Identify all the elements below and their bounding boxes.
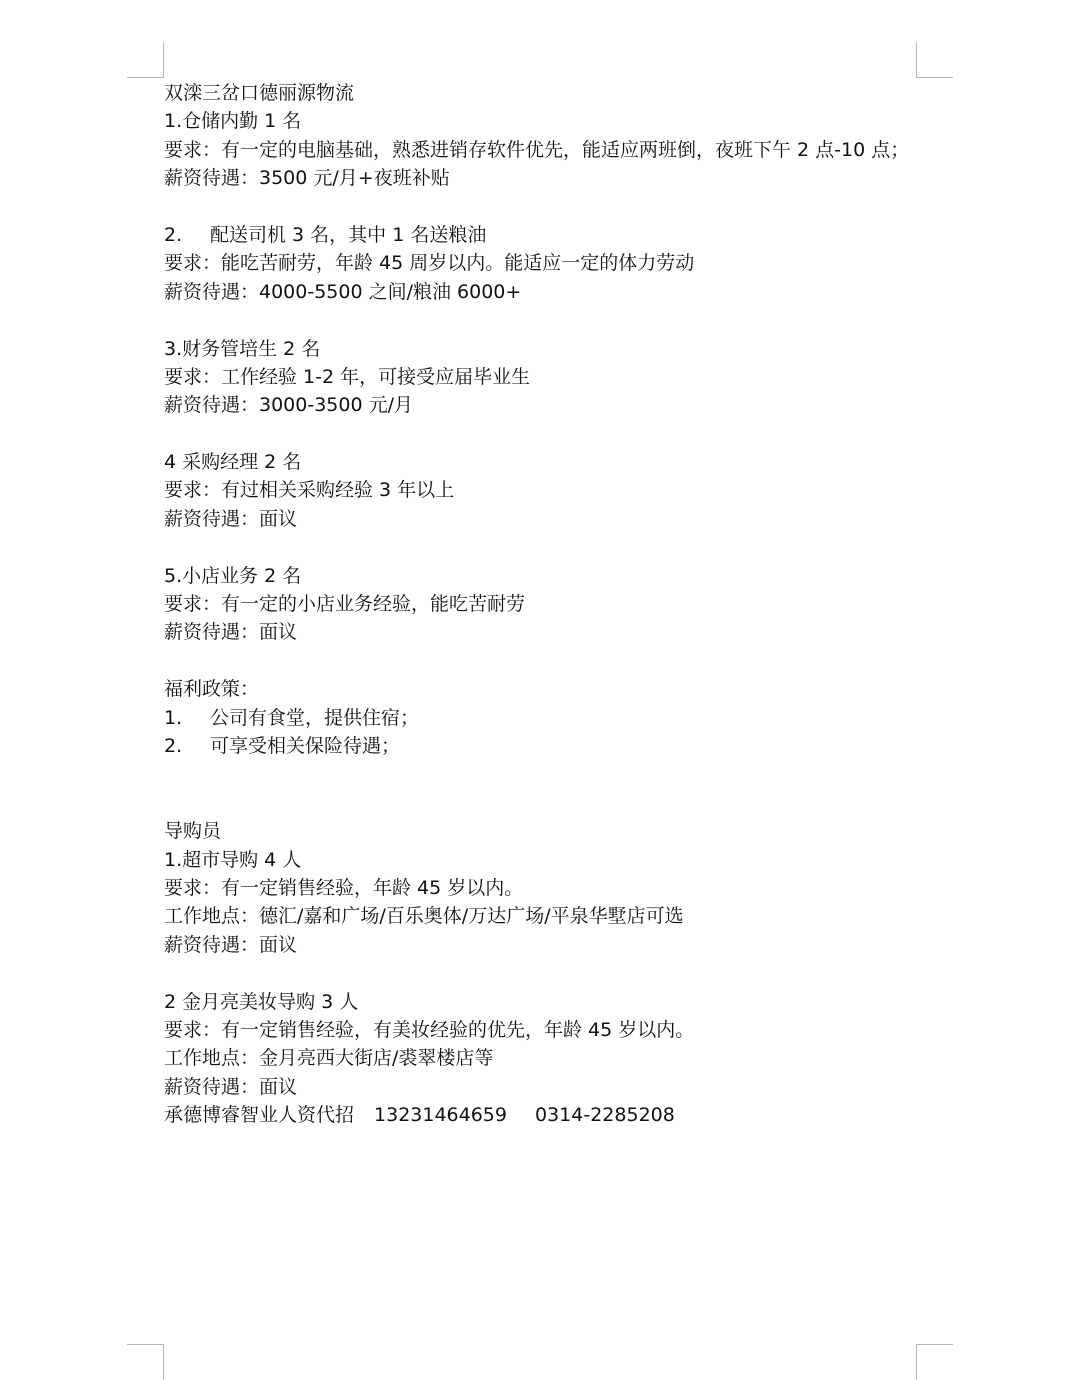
job-title: 2 金月亮美妆导购 3 人 (164, 990, 359, 1013)
job-title-text: 配送司机 3 名，其中 1 名送粮油 (210, 223, 487, 246)
benefit-item (164, 704, 924, 732)
crop-mark-bottom-left-h (127, 1344, 163, 1345)
document-body (164, 79, 924, 1129)
list-number: 1. (164, 706, 183, 729)
guide-heading: 导购员 (164, 820, 222, 843)
benefits-heading: 福利政策： (164, 678, 260, 701)
job-title: 5.小店业务 2 名 (164, 564, 302, 587)
job-salary: 薪资待遇：3500 元/月+夜班补贴 (164, 167, 450, 190)
job-salary: 薪资待遇：面议 (164, 621, 298, 644)
crop-mark-bottom-right-h (917, 1344, 953, 1345)
landline-phone: 0314-2285208 (535, 1104, 675, 1127)
job-requirement: 要求：有一定的小店业务经验，能吃苦耐劳 (164, 593, 526, 616)
crop-mark-top-right-h (917, 77, 953, 78)
job-title: 1.仓储内勤 1 名 (164, 110, 302, 133)
benefit-text: 公司有食堂，提供住宿； (210, 706, 420, 729)
job-requirement: 要求：能吃苦耐劳，年龄 45 周岁以内。能适应一定的体力劳动 (164, 252, 695, 275)
job-location: 工作地点：金月亮西大街店/裘翠楼店等 (164, 1047, 494, 1070)
job-location: 工作地点：德汇/嘉和广场/百乐奥体/万达广场/平泉华墅店可选 (164, 905, 684, 928)
agency-name: 承德博睿智业人资代招 (164, 1104, 355, 1127)
job-salary: 薪资待遇：4000-5500 之间/粮油 6000+ (164, 280, 522, 303)
list-number: 2. (164, 223, 183, 246)
crop-mark-top-right-v (916, 42, 917, 78)
job-requirement: 要求：有一定销售经验，有美妆经验的优先，年龄 45 岁以内。 (164, 1018, 695, 1041)
crop-mark-top-left-h (127, 77, 163, 78)
job-salary: 薪资待遇：面议 (164, 933, 298, 956)
crop-mark-bottom-right-v (916, 1344, 917, 1380)
job-title (164, 221, 924, 249)
job-title: 1.超市导购 4 人 (164, 848, 302, 871)
job-title: 3.财务管培生 2 名 (164, 337, 321, 360)
list-number: 2. (164, 734, 183, 757)
job-title: 4 采购经理 2 名 (164, 451, 302, 474)
crop-mark-bottom-left-v (163, 1344, 164, 1380)
job-requirement: 要求：工作经验 1-2 年，可接受应届毕业生 (164, 365, 531, 388)
job-requirement: 要求：有过相关采购经验 3 年以上 (164, 479, 455, 502)
job-requirement: 要求：有一定的电脑基础，熟悉进销存软件优先，能适应两班倒，夜班下午 2 点-10 点； (164, 138, 910, 161)
crop-mark-top-left-v (163, 42, 164, 78)
benefit-item (164, 732, 924, 760)
job-requirement: 要求：有一定销售经验，年龄 45 岁以内。 (164, 876, 524, 899)
contact-line (164, 1101, 924, 1129)
benefit-text: 可享受相关保险待遇； (210, 734, 401, 757)
job-salary: 薪资待遇：面议 (164, 507, 298, 530)
company-heading: 双滦三岔口德丽源物流 (164, 82, 355, 104)
mobile-phone: 13231464659 (374, 1104, 507, 1127)
job-salary: 薪资待遇：3000-3500 元/月 (164, 394, 414, 417)
job-salary: 薪资待遇：面议 (164, 1075, 298, 1098)
